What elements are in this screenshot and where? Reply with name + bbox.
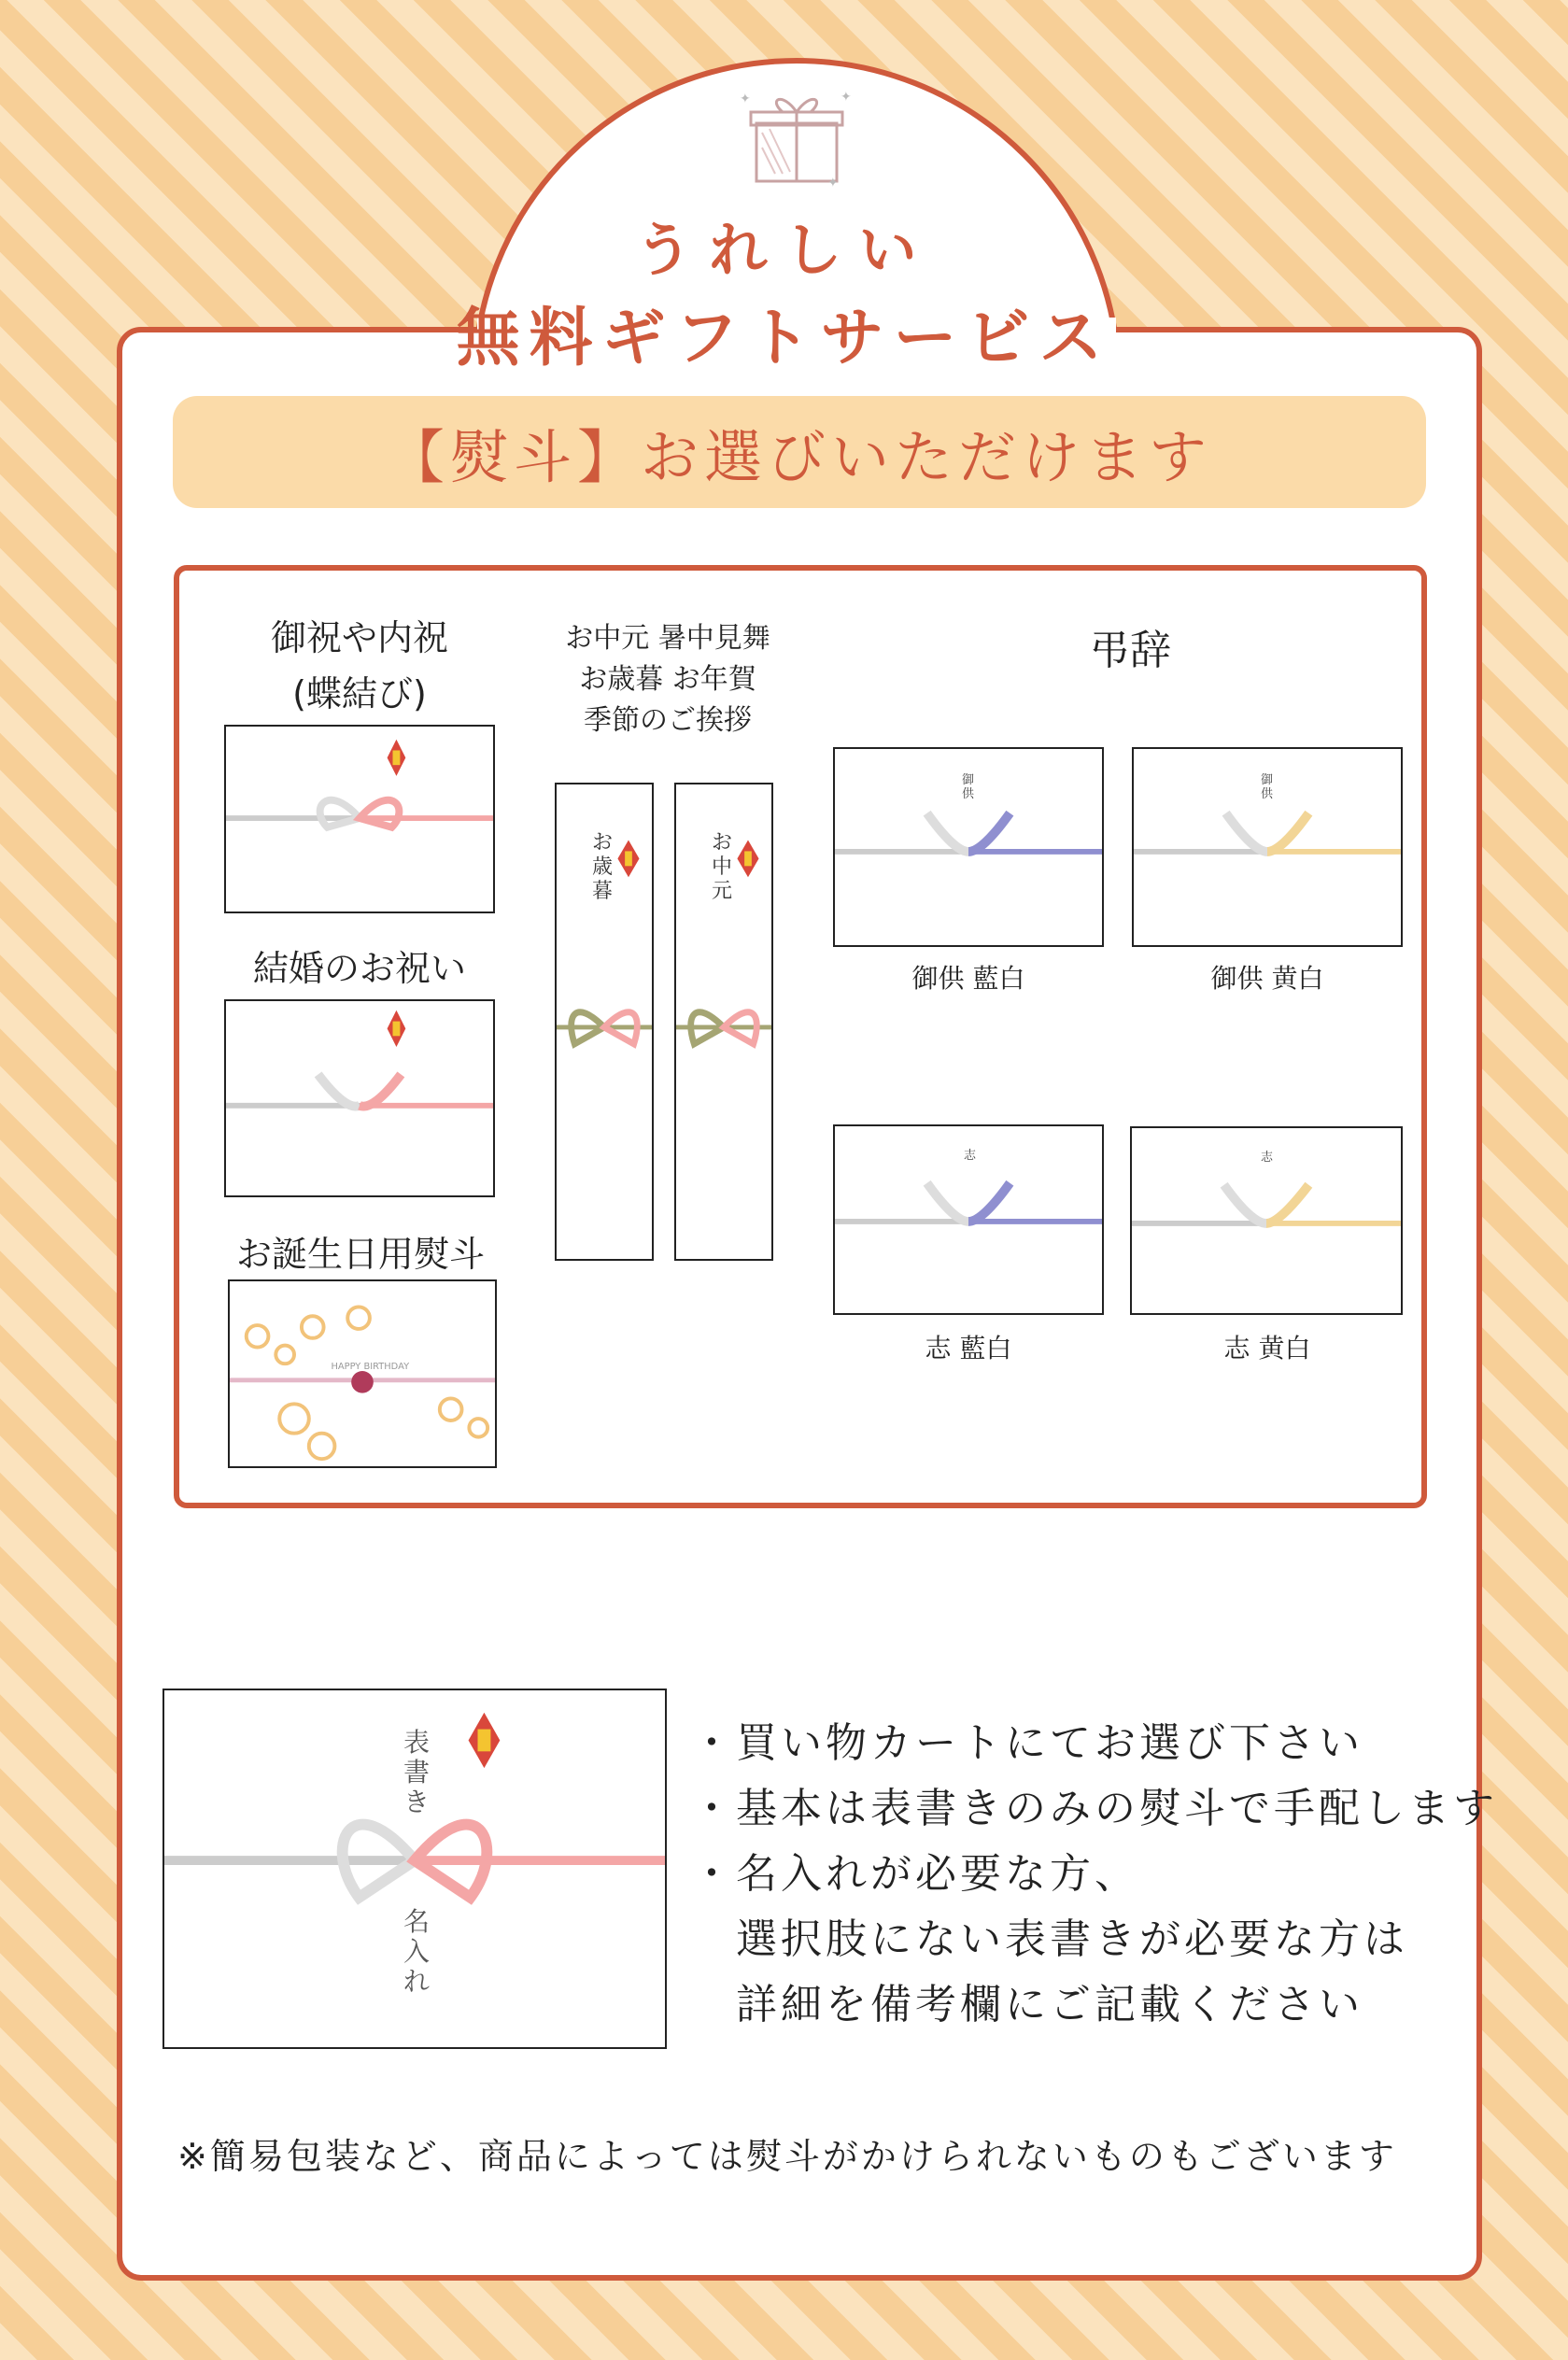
condolence-3-header: 志 (964, 1149, 977, 1163)
instruction-1: ・買い物カートにてお選び下さい (691, 1719, 1363, 1767)
footnote: ※簡易包装など、商品によっては熨斗がかけられないものもございます (177, 2136, 1397, 2177)
ochugen-strip-text: お中元 (712, 831, 733, 903)
celebration-title: 御祝や内祝 (270, 617, 448, 658)
instruction-3: ・名入れが必要な方、 (691, 1850, 1139, 1898)
noshi-condolence-1[interactable] (833, 747, 1104, 947)
oseibo-strip-text: お歳暮 (592, 831, 614, 903)
svg-text:✦: ✦ (827, 176, 839, 189)
instruction-5: 詳細を備考欄にご記載ください (691, 1981, 1363, 2028)
seasonal-title-2: お歳暮 お年賀 (579, 663, 756, 696)
condolence-title: 弔辞 (1089, 627, 1171, 674)
title-line1: うれしい (634, 216, 934, 284)
condolence-2-label: 御供 黄白 (1210, 963, 1324, 994)
noshi-ochugen-strip[interactable] (674, 783, 773, 1261)
svg-text:✦: ✦ (740, 92, 751, 106)
seasonal-title-3: 季節のご挨拶 (584, 704, 752, 737)
birthday-text: HAPPY BIRTHDAY (331, 1362, 410, 1373)
noshi-condolence-3[interactable] (833, 1124, 1104, 1315)
wedding-knot-illustration (226, 1001, 493, 1195)
noshi-birthday[interactable] (228, 1279, 497, 1468)
noshi-oseibo-strip[interactable] (555, 783, 654, 1261)
noshi-banner: 【熨斗】お選びいただけます (173, 396, 1426, 508)
instruction-4: 選択肢にない表書きが必要な方は (691, 1915, 1408, 1963)
gift-icon (736, 86, 857, 189)
celebration-subtitle: (蝶結び) (292, 673, 427, 714)
noshi-butterfly-knot[interactable] (224, 725, 495, 913)
sample-top-text: 表書き (403, 1727, 431, 1817)
title-line2: 無料ギフトサービス (456, 302, 1112, 375)
seasonal-title-1: お中元 暑中見舞 (565, 622, 770, 655)
condolence-2-header: 御供 (1261, 773, 1274, 801)
condolence-3-label: 志 藍白 (925, 1333, 1012, 1364)
instruction-2: ・基本は表書きのみの熨斗で手配します (691, 1785, 1498, 1832)
condolence-1-header: 御供 (962, 773, 975, 801)
condolence-4-header: 志 (1261, 1151, 1274, 1165)
noshi-condolence-4[interactable] (1130, 1126, 1403, 1315)
sample-bottom-text: 名入れ (403, 1906, 431, 1997)
birthday-title: お誕生日用熨斗 (235, 1234, 485, 1275)
condolence-4-label: 志 黄白 (1223, 1333, 1311, 1364)
noshi-sample (162, 1689, 667, 2049)
condolence-1-label: 御供 藍白 (911, 963, 1025, 994)
svg-text:✦: ✦ (841, 90, 852, 105)
noshi-wedding[interactable] (224, 999, 495, 1197)
birthday-illustration (230, 1281, 495, 1466)
noshi-condolence-2[interactable] (1132, 747, 1403, 947)
instruction-list (691, 1711, 1498, 2038)
wedding-title: 結婚のお祝い (252, 948, 466, 989)
butterfly-knot-illustration (226, 727, 493, 911)
